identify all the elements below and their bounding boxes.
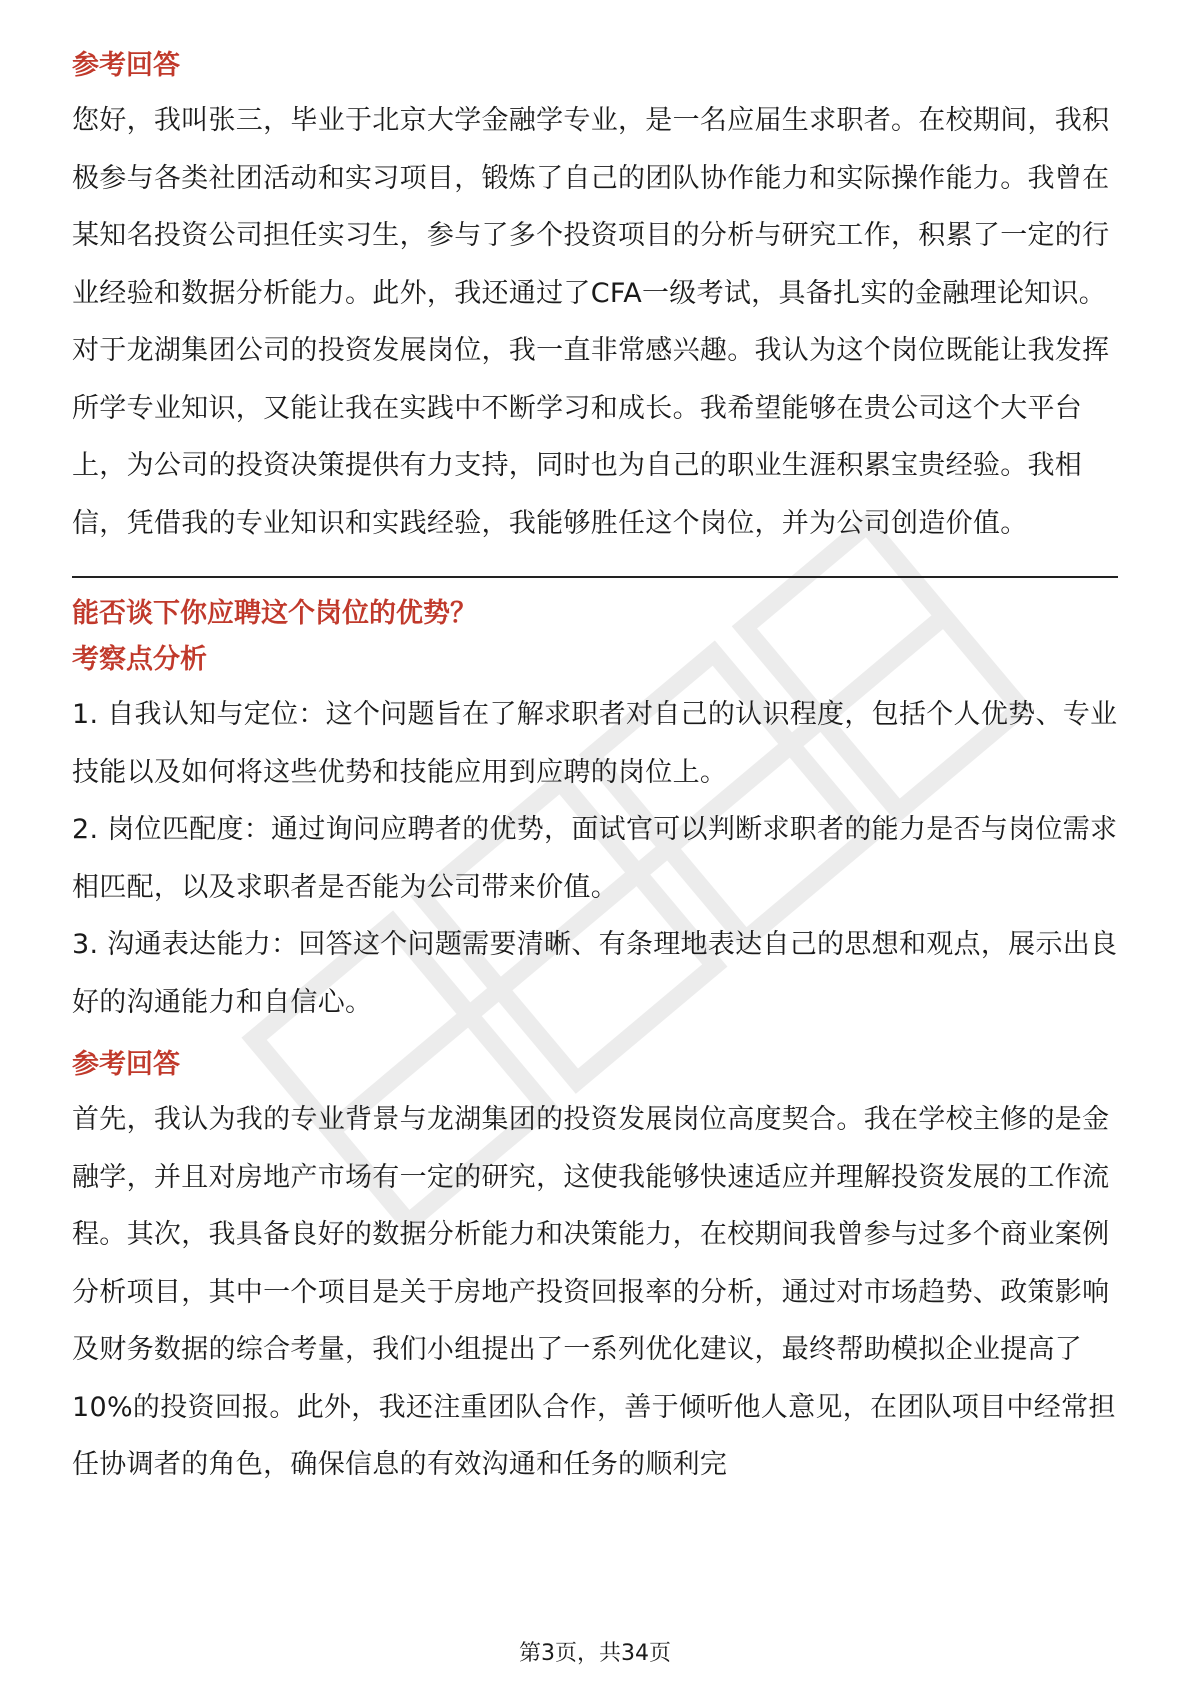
analysis-point-3: 3. 沟通表达能力：回答这个问题需要清晰、有条理地表达自己的思想和观点，展示出良好的沟通能力和自信心。 — [72, 929, 1118, 1018]
answer-paragraph-2: 对于龙湖集团公司的投资发展岗位，我一直非常感兴趣。我认为这个岗位既能让我发挥所学专业知识，又能让我在实践中不断学习和成长。我希望能够在贵公司这个大平台上，为公司的投资决策提供有力支持，同时也为自己的职业生涯积累宝贵经验。我相信，凭借我的专业知识和实践经验，我能够胜任这个岗位，并为公司创造价值。 — [72, 335, 1110, 539]
answer-paragraph-3: 首先，我认为我的专业背景与龙湖集团的投资发展岗位高度契合。我在学校主修的是金融学，并且对房地产市场有一定的研究，这使我能够快速适应并理解投资发展的工作流程。其次，我具备良好的数据分析能力和决策能力，在校期间我曾参与过多个商业案例分析项目，其中一个项目是关于房地产投资回报率的分析，通过对市场趋势、政策影响及财务数据的综合考量，我们小组提出了一系列优化建议，最终帮助模拟企业提高了10%的投资回报。此外，我还注重团队合作，善于倾听他人意见，在团队项目中经常担任协调者的角色，确保信息的有效沟通和任务的顺利完 — [72, 1104, 1116, 1480]
content — [72, 46, 1118, 1494]
analysis-heading: 考察点分析 — [72, 644, 207, 675]
analysis-point-1: 1. 自我认知与定位：这个问题旨在了解求职者对自己的认识程度，包括个人优势、专业技能以及如何将这些优势和技能应用到应聘的岗位上。 — [72, 699, 1118, 788]
section-divider — [72, 576, 1118, 578]
answer-paragraph-1: 您好，我叫张三，毕业于北京大学金融学专业，是一名应届生求职者。在校期间，我积极参与各类社团活动和实习项目，锻炼了自己的团队协作能力和实际操作能力。我曾在某知名投资公司担任实习生，参与了多个投资项目的分析与研究工作，积累了一定的行业经验和数据分析能力。此外，我还通过了CFA一级考试，具备扎实的金融理论知识。 — [72, 105, 1110, 309]
answer-heading-2: 参考回答 — [72, 1049, 180, 1080]
page-number: 第3页，共34页 — [519, 1641, 671, 1666]
analysis-point-2: 2. 岗位匹配度：通过询问应聘者的优势，面试官可以判断求职者的能力是否与岗位需求相匹配，以及求职者是否能为公司带来价值。 — [72, 814, 1118, 903]
answer-heading-1: 参考回答 — [72, 50, 180, 81]
question-heading: 能否谈下你应聘这个岗位的优势？ — [72, 598, 477, 629]
